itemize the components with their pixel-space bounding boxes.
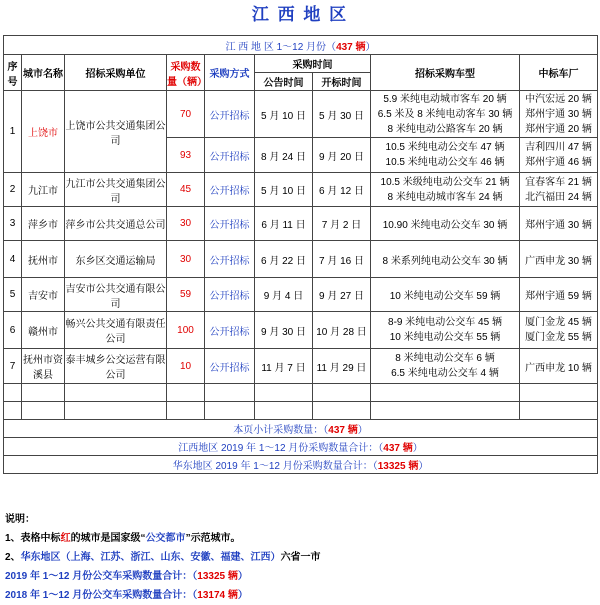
row-unit: 萍乡市公共交通总公司	[65, 207, 167, 241]
row-announce: 9 月 4 日	[255, 278, 313, 312]
row-qty: 10	[167, 349, 205, 384]
row-announce: 5 月 10 日	[255, 91, 313, 138]
row-qty: 30	[167, 207, 205, 241]
header-city: 城市名称	[22, 55, 65, 91]
row-city: 萍乡市	[22, 207, 65, 241]
note-4: 2018 年 1～12 月份公交车采购数量合计：（13174 辆）	[5, 590, 248, 601]
row-makers: 吉利四川 47 辆 郑州宇通 46 辆	[520, 138, 598, 173]
row-open: 5 月 30 日	[313, 91, 371, 138]
row-makers: 中汽宏远 20 辆 郑州宇通 30 辆 郑州宇通 20 辆	[520, 91, 598, 138]
row-seq: 2	[4, 173, 22, 207]
row-models: 5.9 米纯电动城市客车 20 辆 6.5 米及 8 米纯电动客车 30 辆 8 米纯电动公路客车 20 辆	[371, 91, 520, 138]
notes-heading: 说明：	[5, 514, 35, 525]
row-open: 9 月 20 日	[313, 138, 371, 173]
row-seq: 4	[4, 241, 22, 278]
row-city: 上饶市	[22, 91, 65, 173]
row-announce: 6 月 11 日	[255, 207, 313, 241]
row-unit: 九江市公共交通集团公司	[65, 173, 167, 207]
row-method: 公开招标	[205, 207, 255, 241]
row-unit: 泰丰城乡公交运营有限公司	[65, 349, 167, 384]
row-city: 赣州市	[22, 312, 65, 349]
row-seq: 1	[4, 91, 22, 173]
row-open: 9 月 27 日	[313, 278, 371, 312]
table-row	[4, 312, 598, 349]
header-time: 采购时间	[255, 55, 371, 73]
row-qty: 93	[167, 138, 205, 173]
row-qty: 45	[167, 173, 205, 207]
row-unit: 畅兴公共交通有限责任公司	[65, 312, 167, 349]
row-method: 公开招标	[205, 349, 255, 384]
row-method: 公开招标	[205, 241, 255, 278]
row-open: 7 月 2 日	[313, 207, 371, 241]
note-2: 2、华东地区（上海、江苏、浙江、山东、安徽、福建、江西）六省一市	[5, 552, 321, 563]
row-announce: 6 月 22 日	[255, 241, 313, 278]
row-method: 公开招标	[205, 91, 255, 138]
table-row	[4, 91, 598, 138]
row-open: 7 月 16 日	[313, 241, 371, 278]
row-announce: 5 月 10 日	[255, 173, 313, 207]
empty-row	[4, 384, 598, 402]
row-city: 九江市	[22, 173, 65, 207]
row-announce: 9 月 30 日	[255, 312, 313, 349]
row-models: 8 米系列纯电动公交车 30 辆	[371, 241, 520, 278]
page-subtotal-row: 本页小计采购数量：（437 辆）	[4, 420, 598, 438]
row-seq: 5	[4, 278, 22, 312]
row-models: 10.90 米纯电动公交车 30 辆	[371, 207, 520, 241]
header-announce: 公告时间	[255, 73, 313, 91]
row-models: 8 米纯电动公交车 6 辆 6.5 米纯电动公交车 4 辆	[371, 349, 520, 384]
header-maker: 中标车厂	[520, 55, 598, 91]
row-announce: 11 月 7 日	[255, 349, 313, 384]
row-makers: 宜春客车 21 辆 北汽福田 24 辆	[520, 173, 598, 207]
row-city: 抚州市资溪县	[22, 349, 65, 384]
page-title: 江 西 地 区	[251, 5, 349, 24]
row-seq: 3	[4, 207, 22, 241]
row-models: 10.5 米级纯电动公交车 21 辆 8 米纯电动城市客车 24 辆	[371, 173, 520, 207]
jiangxi-total-row: 江西地区 2019 年 1～12 月份采购数量合计：（437 辆）	[4, 438, 598, 456]
header-method: 采购方式	[205, 55, 255, 91]
row-models: 10 米纯电动公交车 59 辆	[371, 278, 520, 312]
header-qty: 采购数量（辆）	[167, 55, 205, 91]
row-qty: 59	[167, 278, 205, 312]
table-row	[4, 207, 598, 241]
row-method: 公开招标	[205, 138, 255, 173]
table-row	[4, 349, 598, 384]
header-open: 开标时间	[313, 73, 371, 91]
row-method: 公开招标	[205, 173, 255, 207]
row-city: 吉安市	[22, 278, 65, 312]
row-qty: 100	[167, 312, 205, 349]
row-method: 公开招标	[205, 278, 255, 312]
row-open: 10 月 28 日	[313, 312, 371, 349]
row-open: 11 月 29 日	[313, 349, 371, 384]
row-makers: 广西申龙 10 辆	[520, 349, 598, 384]
row-unit: 东乡区交通运输局	[65, 241, 167, 278]
note-1: 1、表格中标红的城市是国家级“公交都市”示范城市。	[5, 533, 241, 544]
row-qty: 70	[167, 91, 205, 138]
row-unit: 吉安市公共交通有限公司	[65, 278, 167, 312]
empty-row	[4, 402, 598, 420]
row-seq: 6	[4, 312, 22, 349]
row-qty: 30	[167, 241, 205, 278]
notes-section	[5, 510, 595, 605]
header-seq: 序号	[4, 55, 22, 91]
table-row	[4, 173, 598, 207]
header-model: 招标采购车型	[371, 55, 520, 91]
row-makers: 厦门金龙 45 辆 厦门金龙 55 辆	[520, 312, 598, 349]
table-caption: 江 西 地 区 1～12 月份（437 辆）	[4, 36, 598, 55]
row-models: 10.5 米纯电动公交车 47 辆 10.5 米纯电动公交车 46 辆	[371, 138, 520, 173]
row-seq: 7	[4, 349, 22, 384]
note-3: 2019 年 1～12 月份公交车采购数量合计：（13325 辆）	[5, 571, 248, 582]
row-city: 抚州市	[22, 241, 65, 278]
row-method: 公开招标	[205, 312, 255, 349]
row-announce: 8 月 24 日	[255, 138, 313, 173]
east-china-total-row: 华东地区 2019 年 1～12 月份采购数量合计：（13325 辆）	[4, 456, 598, 474]
header-unit: 招标采购单位	[65, 55, 167, 91]
row-makers: 广西申龙 30 辆	[520, 241, 598, 278]
row-makers: 郑州宇通 59 辆	[520, 278, 598, 312]
row-models: 8-9 米纯电动公交车 45 辆 10 米纯电动公交车 55 辆	[371, 312, 520, 349]
row-open: 6 月 12 日	[313, 173, 371, 207]
table-row	[4, 241, 598, 278]
row-unit: 上饶市公共交通集团公司	[65, 91, 167, 173]
procurement-table	[3, 35, 598, 474]
table-row	[4, 278, 598, 312]
row-makers: 郑州宇通 30 辆	[520, 207, 598, 241]
